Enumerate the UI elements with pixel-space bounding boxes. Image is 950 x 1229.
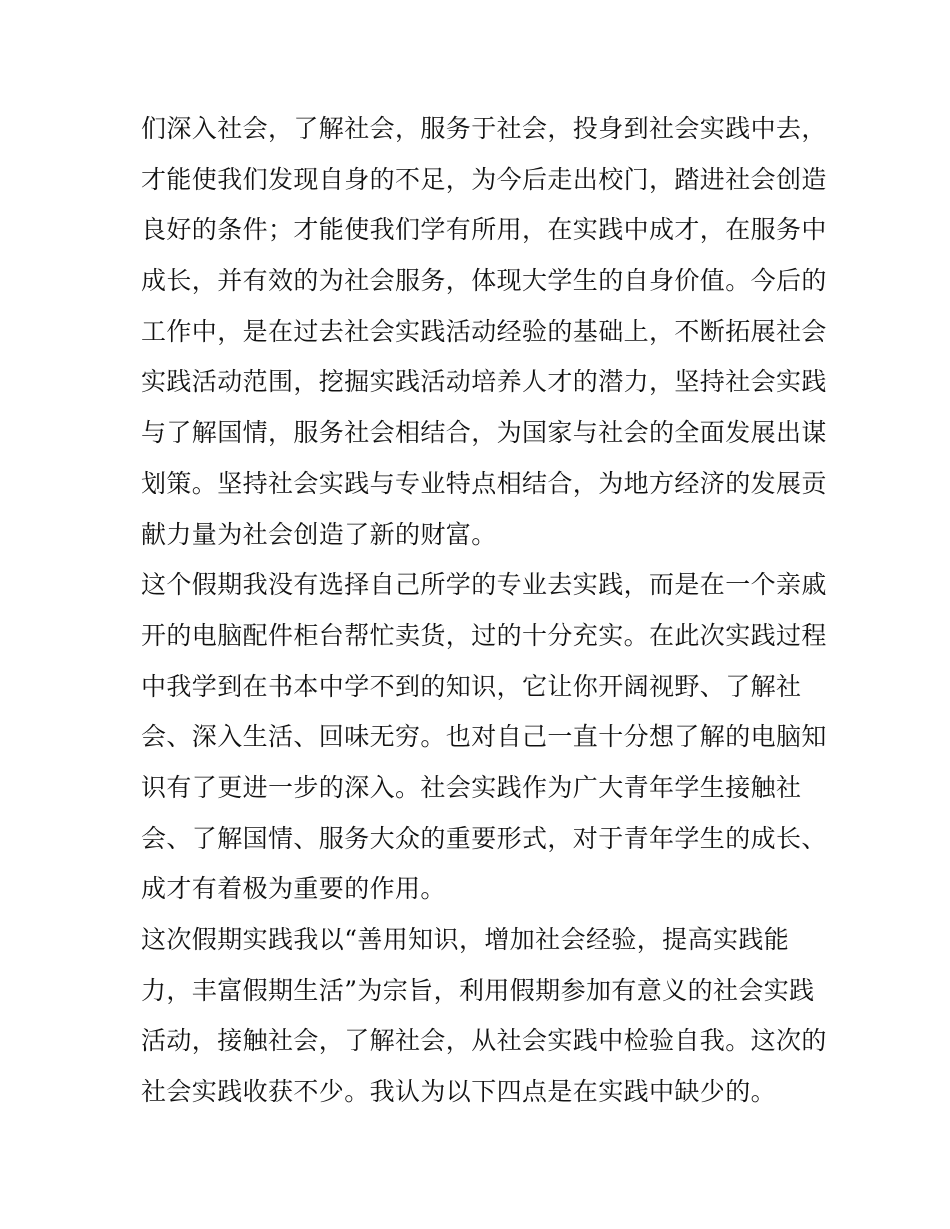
text-line: 会、深入生活、回味无穷。也对自己一直十分想了解的电脑知 <box>141 722 827 752</box>
text-line: 与了解国情，服务社会相结合，为国家与社会的全面发展出谋 <box>141 418 827 448</box>
text-line: 成长，并有效的为社会服务，体现大学生的自身价值。今后的 <box>141 266 827 296</box>
text-line: 社会实践收获不少。我认为以下四点是在实践中缺少的。 <box>141 1077 777 1107</box>
text-line: 这次假期实践我以“善用知识，增加社会经验，提高实践能 <box>141 925 790 954</box>
text-line: 活动，接触社会，了解社会，从社会实践中检验自我。这次的 <box>141 1026 827 1056</box>
text-line: 开的电脑配件柜台帮忙卖货，过的十分充实。在此次实践过程 <box>141 620 827 650</box>
text-line: 力，丰富假期生活”为宗旨，利用假期参加有意义的社会实践 <box>141 975 815 1005</box>
text-line: 成才有着极为重要的作用。 <box>141 874 446 904</box>
body-text <box>141 104 827 1118</box>
text-line: 才能使我们发现自身的不足，为今后走出校门，踏进社会创造 <box>141 164 827 194</box>
text-line: 们深入社会，了解社会，服务于社会，投身到社会实践中去， <box>141 114 827 143</box>
text-line: 献力量为社会创造了新的财富。 <box>141 519 497 549</box>
text-line: 工作中，是在过去社会实践活动经验的基础上，不断拓展社会 <box>141 316 827 346</box>
text-line: 这个假期我没有选择自己所学的专业去实践，而是在一个亲戚 <box>141 570 827 600</box>
text-line: 良好的条件；才能使我们学有所用，在实践中成才，在服务中 <box>141 215 827 245</box>
text-line: 划策。坚持社会实践与专业特点相结合，为地方经济的发展贡 <box>141 468 827 498</box>
text-line: 识有了更进一步的深入。社会实践作为广大青年学生接触社 <box>141 772 802 802</box>
text-line: 会、了解国情、服务大众的重要形式，对于青年学生的成长、 <box>141 823 827 853</box>
text-line: 实践活动范围，挖掘实践活动培养人才的潜力，坚持社会实践 <box>141 367 827 397</box>
text-line: 中我学到在书本中学不到的知识，它让你开阔视野、了解社 <box>141 671 802 701</box>
